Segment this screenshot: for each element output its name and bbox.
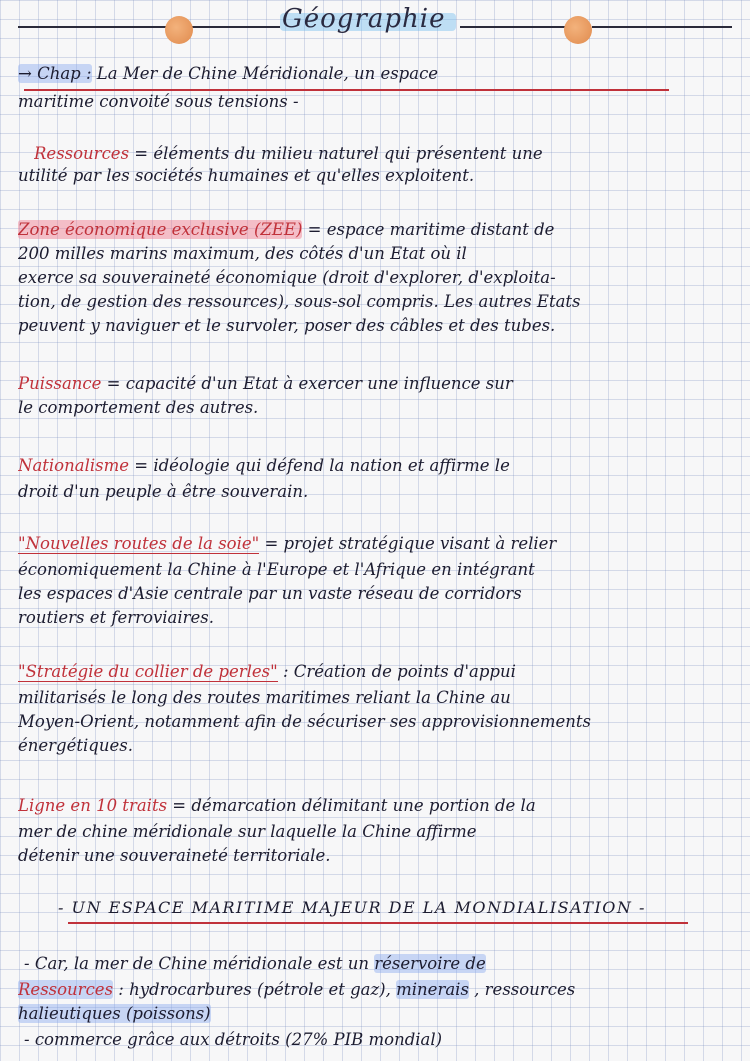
chapter-title-line-2: maritime convoité sous tensions - bbox=[18, 92, 299, 111]
def-text: énergétiques. bbox=[18, 736, 133, 755]
def-ligne-10-traits-line-1 bbox=[18, 796, 738, 816]
bullet-highlight: réservoire de bbox=[374, 954, 486, 973]
def-term: Ligne en 10 traits bbox=[18, 796, 168, 815]
def-text: = idéologie qui défend la nation et affirme le bbox=[134, 456, 510, 475]
chapter-underline bbox=[24, 89, 669, 91]
header-rule-right bbox=[592, 26, 732, 28]
def-text: Moyen-Orient, notamment afin de sécuriser ses approvisionnements bbox=[18, 712, 591, 731]
def-routes-soie-line-3 bbox=[18, 584, 738, 604]
def-text: peuvent y naviguer et le survoler, poser des câbles et des tubes. bbox=[18, 316, 556, 335]
bullet-1-line-3 bbox=[18, 1004, 738, 1024]
def-zee-line-5 bbox=[18, 316, 738, 336]
def-text: = démarcation délimitant une portion de la bbox=[172, 796, 536, 815]
def-ressources-line-2 bbox=[18, 166, 738, 186]
chapter-line-1 bbox=[18, 64, 738, 84]
bullet-text: : hydrocarbures (pétrole et gaz), bbox=[118, 980, 391, 999]
def-collier-line-2 bbox=[18, 688, 738, 708]
chapter-line-2 bbox=[18, 92, 738, 112]
def-ligne-10-traits-line-3 bbox=[18, 846, 738, 866]
chapter-label: → Chap : bbox=[18, 64, 92, 83]
bullet-term: Ressources bbox=[18, 980, 114, 999]
header-rule-mid-left bbox=[190, 26, 280, 28]
def-text: exerce sa souveraineté économique (droit d'explorer, d'exploita- bbox=[18, 268, 556, 287]
def-ressources-line-1 bbox=[34, 144, 750, 164]
def-routes-soie-line-4 bbox=[18, 608, 738, 628]
def-text: = éléments du milieu naturel qui présentent une bbox=[134, 144, 543, 163]
def-text: le comportement des autres. bbox=[18, 398, 259, 417]
def-collier-line-4 bbox=[18, 736, 738, 756]
def-zee-line-2 bbox=[18, 244, 738, 264]
def-text: détenir une souveraineté territoriale. bbox=[18, 846, 331, 865]
def-text: utilité par les sociétés humaines et qu'elles exploitent. bbox=[18, 166, 475, 185]
section-heading: - UN ESPACE MARITIME MAJEUR DE LA MONDIALISATION - bbox=[58, 898, 646, 917]
def-text: mer de chine méridionale sur laquelle la Chine affirme bbox=[18, 822, 477, 841]
header-rule-mid-right bbox=[460, 26, 570, 28]
def-text: = projet stratégique visant à relier bbox=[264, 534, 557, 553]
def-term: "Nouvelles routes de la soie" bbox=[18, 534, 260, 553]
def-text: les espaces d'Asie centrale par un vaste réseau de corridors bbox=[18, 584, 522, 603]
bullet-1-line-1 bbox=[24, 954, 744, 974]
bullet-2-line-1 bbox=[24, 1030, 744, 1050]
def-text: droit d'un peuple à être souverain. bbox=[18, 482, 309, 501]
bullet-text: - Car, la mer de Chine méridionale est un bbox=[24, 954, 369, 973]
def-nationalisme-line-2 bbox=[18, 482, 738, 502]
def-nationalisme-line-1 bbox=[18, 456, 738, 476]
def-term: Zone économique exclusive (ZEE) bbox=[18, 220, 303, 239]
def-term: Puissance bbox=[18, 374, 102, 393]
header-rule-left bbox=[18, 26, 168, 28]
bullet-text: halieutiques (poissons) bbox=[18, 1004, 211, 1023]
def-text: = espace maritime distant de bbox=[307, 220, 555, 239]
def-zee-line-4 bbox=[18, 292, 738, 312]
def-text: = capacité d'un Etat à exercer une influence sur bbox=[106, 374, 513, 393]
def-zee-line-3 bbox=[18, 268, 738, 288]
chapter-title-line-1: La Mer de Chine Méridionale, un espace bbox=[96, 64, 439, 83]
def-text: : Création de points d'appui bbox=[282, 662, 516, 681]
bullet-text: , ressources bbox=[474, 980, 576, 999]
def-text: tion, de gestion des ressources), sous-sol compris. Les autres Etats bbox=[18, 292, 581, 311]
def-routes-soie-line-1 bbox=[18, 534, 738, 554]
def-text: routiers et ferroviaires. bbox=[18, 608, 215, 627]
bullet-text: - commerce grâce aux détroits (27% PIB mondial) bbox=[24, 1030, 443, 1049]
def-routes-soie-line-2 bbox=[18, 560, 738, 580]
def-puissance-line-1 bbox=[18, 374, 738, 394]
def-term: "Stratégie du collier de perles" bbox=[18, 662, 278, 681]
def-puissance-line-2 bbox=[18, 398, 738, 418]
binder-hole-right bbox=[564, 16, 592, 44]
def-text: militarisés le long des routes maritimes reliant la Chine au bbox=[18, 688, 511, 707]
def-zee-line-1 bbox=[18, 220, 738, 240]
def-ligne-10-traits-line-2 bbox=[18, 822, 738, 842]
def-collier-line-3 bbox=[18, 712, 738, 732]
def-term: Ressources bbox=[34, 144, 130, 163]
def-text: 200 milles marins maximum, des côtés d'un Etat où il bbox=[18, 244, 467, 263]
def-text: économiquement la Chine à l'Europe et l'Afrique en intégrant bbox=[18, 560, 535, 579]
section-underline bbox=[68, 922, 688, 924]
def-collier-line-1 bbox=[18, 662, 738, 682]
page-title: Géographie bbox=[282, 4, 446, 34]
def-term: Nationalisme bbox=[18, 456, 130, 475]
bullet-highlight: minerais bbox=[396, 980, 469, 999]
bullet-1-line-2 bbox=[18, 980, 738, 1000]
binder-hole-left bbox=[165, 16, 193, 44]
